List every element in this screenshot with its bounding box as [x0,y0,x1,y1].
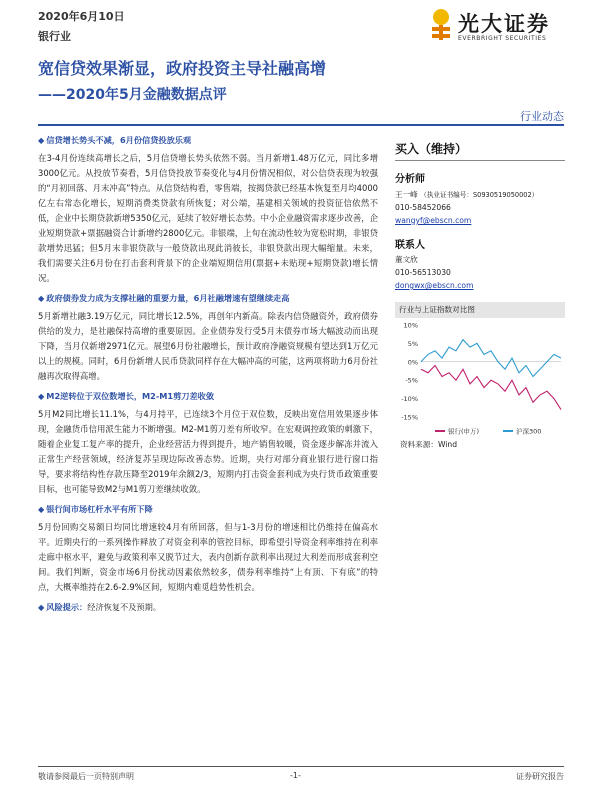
risk-note: ◆ 风险提示：经济恢复不及预期。 [38,602,161,612]
series-line-1 [421,340,561,377]
risk-text: 经济恢复不及预期。 [87,602,161,612]
analyst-email-link[interactable]: wangyf@ebscn.com [395,216,472,225]
section-paragraph: 5月新增社融3.19万亿元，同比增长12.5%，再创年内新高。除表内信贷融资外，政府债券供给的发力，是社融保持高增的重要原因。企业债券发行受5月末债券市场大幅波动而出现下降，当月仅新增2971亿元。展望6月份社融增长，预计政府净融资规模有望达到1万亿元以上的规模。同时，6月份新增人民币贷款同样存在大幅冲高的可能，这两项将助力6月份社融再次取得高增。 [38,311,378,381]
y-tick-label: 5% [407,339,418,348]
series-line-0 [421,366,561,410]
main-content [38,134,378,618]
y-tick-label: -10% [401,395,418,404]
sidebar-divider [395,160,565,161]
report-tag: 行业动态 [520,110,564,123]
chart-title: 行业与上证指数对比图 [395,302,565,318]
page-number: -1- [290,771,301,780]
analyst-info [395,188,538,202]
logo-text-en: EVERBRIGHT SECURITIES [458,35,547,42]
analyst-phone: 010-58452066 [395,203,451,212]
footer-report-type: 证券研究报告 [516,772,564,781]
contact-email-link[interactable]: dongwx@ebscn.com [395,281,474,290]
legend-label: 沪深300 [516,427,542,436]
diamond-bullet-icon: ◆ [38,135,45,145]
analyst-heading: 分析师 [395,174,425,185]
report-subtitle: ——2020年5月金融数据点评 [38,87,227,103]
diamond-bullet-icon: ◆ [38,293,45,303]
y-tick-label: 10% [403,321,418,330]
section-paragraph: 5月M2同比增长11.1%，与4月持平，已连续3个月位于双位数，反映出宽信用效果逐步体现，金融货币信用派生能力不断增强。M2-M1剪刀差有所收窄。在宏观调控政策的刺激下，随着企业复工复产率的提升，企业经营活力得到提升，地产销售较暖，资金逐步解冻并流入正常生产经营领域，经济复苏呈现边际改善态势。近期，央行对部分商业银行进行窗口指导，要求将结构性存款压降至2019年余额2/3，短期内打击资金套利成为央行货币政策重要目标，也可能导致M2与M1剪刀差继续收敛。 [38,409,378,494]
footer-disclaimer: 敬请参阅最后一页特别声明 [38,772,134,781]
diamond-bullet-icon: ◆ [38,504,45,514]
contact-phone: 010-56513030 [395,268,451,277]
analyst-cert: （执业证书编号：S0930519050002） [420,191,539,199]
logo [428,6,578,48]
diamond-bullet-icon: ◆ [38,391,45,401]
y-tick-label: -15% [401,413,418,422]
y-tick-label: 0% [407,358,418,367]
rating: 买入（维持） [395,142,468,156]
chart-source: 资料来源：Wind [400,440,458,449]
contact-heading: 联系人 [395,240,425,251]
contact-name: 董文欣 [395,255,418,264]
diamond-bullet-icon: ◆ [38,602,45,612]
section-heading: ◆ 银行间市场杠杆水平有所下降 [38,504,153,514]
section-paragraph: 在3-4月份连续高增长之后，5月信贷增长势头依然不弱。当月新增1.48万亿元，同比多增3000亿元。从投放节奏看，5月信贷投放节奏变化与4月份情况相似，对公信贷表现为较强的“月初回落、月末冲高”特点。从信贷结构看，零售端，按揭贷款已经基本恢复至月均4000亿左右常态化增长，短期消费类贷款有所恢复；对公端，基建相关领域的投资征信依然不低，企业中长期贷款新增5350亿元，延续了较好增长态势。中小企业融资需求逐步改善，企业短期贷款+票据融资合计新增约2800亿元。非银端，上旬在流动性较为宽松时期，非银贷款增势迅猛；但5月末非银贷款与一般贷款出现此消彼长，非银贷款出现大幅缩量。未来，我们需要关注6月份在打击套利背景下的企业端短期信用(票据+未贴现+短期贷款)增长情况。 [38,153,378,283]
legend-label: 银行(申万) [448,427,480,436]
logo-text-cn: 光大证券 [458,12,550,36]
industry-label: 银行业 [38,30,71,43]
logo-mark-icon [428,8,454,42]
header-divider [38,124,564,126]
section-heading: ◆ 政府债券发力成为支撑社融的重要力量，6月社融增速有望继续走高 [38,293,290,303]
report-date: 2020年6月10日 [38,10,125,23]
footer-divider [38,766,564,767]
section-heading: ◆ M2逆转位于双位数增长，M2-M1剪刀差收敛 [38,391,215,401]
section-paragraph: 5月份回购交易额日均同比增速较4月有所回落，但与1-3月份的增速相比仍维持在偏高水平。近期央行的一系列操作释放了对资金利率的管控目标，即希望引导资金利率维持在利率走廊中枢水平，避免与政策利率又脱节过大，表内创新存款利率出现过大利差而形成套利空间。我们判断，资金市场6月份扰动因素依然较多，债券利率维持“上有顶、下有底”的特点，大概率维持在2.6-2.9%区间，短期内难觅趋势性机会。 [38,522,378,592]
index-comparison-chart [395,302,565,442]
report-title: 宽信贷效果渐显，政府投资主导社融高增 [38,59,327,78]
chart-plot [395,319,565,441]
section-heading: ◆ 信贷增长势头不减，6月份信贷投放乐观 [38,135,192,145]
analyst-name: 王一峰 [395,190,418,199]
y-tick-label: -5% [405,376,418,385]
